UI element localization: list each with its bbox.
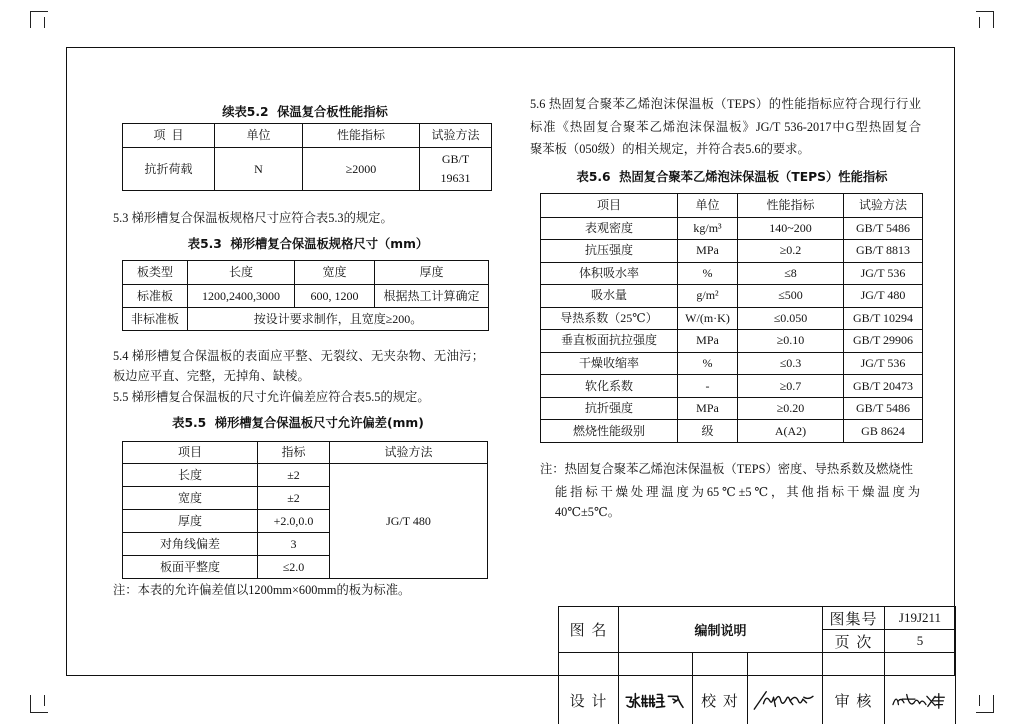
table-5-5-title: 表5.5 梯形槽复合保温板尺寸允许偏差(mm) bbox=[172, 416, 424, 430]
table-row bbox=[123, 464, 488, 487]
signature-stroke bbox=[754, 692, 813, 709]
cell-value: ±2 bbox=[258, 487, 330, 510]
cell-board-type: 非标准板 bbox=[123, 308, 188, 331]
check-label: 校 对 bbox=[693, 653, 748, 724]
cell-value: 3 bbox=[258, 533, 330, 556]
cell-value: A(A2) bbox=[738, 420, 844, 443]
table-5-2-title: 续表5.2 保温复合板性能指标 bbox=[222, 105, 388, 119]
cell-value: ≥2000 bbox=[303, 148, 420, 191]
table-row bbox=[123, 308, 489, 331]
cell-method: GB/T 29906 bbox=[844, 330, 923, 353]
table-5-6 bbox=[540, 193, 923, 443]
cell-method bbox=[420, 148, 492, 191]
cell-method: GB 8624 bbox=[844, 420, 923, 443]
cell-method: GB/T 5486 bbox=[844, 397, 923, 420]
cell-board-type: 标准板 bbox=[123, 285, 188, 308]
header-item: 项 目 bbox=[123, 124, 215, 148]
signature-stroke bbox=[626, 694, 683, 708]
title-block-row bbox=[559, 607, 956, 630]
crop-line bbox=[976, 11, 994, 12]
cell-item: 长度 bbox=[123, 464, 258, 487]
cell-value: ≤0.050 bbox=[738, 307, 844, 330]
clause-5-5: 5.5 梯形槽复合保温板的尺寸允许偏差应符合表5.5的规定。 bbox=[113, 390, 430, 404]
note-5-6-line: 注：热固复合聚苯乙烯泡沫保温板（TEPS）密度、导热系数及燃烧性 bbox=[540, 462, 914, 476]
crop-line bbox=[979, 17, 980, 28]
cell-value: ≥0.20 bbox=[738, 397, 844, 420]
cell-method: GB/T 8813 bbox=[844, 240, 923, 263]
cell-method: JG/T 480 bbox=[844, 285, 923, 308]
cell-method: JG/T 480 bbox=[330, 464, 488, 579]
cell-value: ≤0.3 bbox=[738, 352, 844, 375]
header-board-type: 板类型 bbox=[123, 261, 188, 285]
header-performance: 性能指标 bbox=[738, 194, 844, 218]
table-row bbox=[541, 352, 923, 375]
clause-5-6-line: 5.6 热固复合聚苯乙烯泡沫保温板（TEPS）的性能指标应符合现行行业 bbox=[530, 97, 921, 111]
table-5-2 bbox=[122, 123, 492, 191]
cell-value: +2.0,0.0 bbox=[258, 510, 330, 533]
table-5-3 bbox=[122, 260, 489, 331]
cell-item: 抗折荷载 bbox=[123, 148, 215, 191]
cell-value: 140~200 bbox=[738, 217, 844, 240]
table-row bbox=[541, 240, 923, 263]
cell-value: ≤8 bbox=[738, 262, 844, 285]
atlas-number-label: 图集号 bbox=[823, 607, 885, 630]
cell-method: GB/T 10294 bbox=[844, 307, 923, 330]
checker-signature-cell bbox=[748, 653, 823, 724]
cell-value: ≥0.2 bbox=[738, 240, 844, 263]
table-row bbox=[123, 148, 492, 191]
cell-item: 厚度 bbox=[123, 510, 258, 533]
clause-5-6-line: 标准《热固复合聚苯乙烯泡沫保温板》JG/T 536-2017中G型热固复合 bbox=[530, 120, 921, 134]
header-unit: 单位 bbox=[215, 124, 303, 148]
title-block-row bbox=[559, 653, 956, 724]
atlas-number: J19J211 bbox=[885, 607, 956, 630]
header-item: 项目 bbox=[123, 442, 258, 464]
cell-width: 600, 1200 bbox=[295, 285, 375, 308]
table-5-5 bbox=[122, 441, 488, 579]
cell-item: 软化系数 bbox=[541, 375, 678, 398]
table-row bbox=[541, 330, 923, 353]
cell-unit: % bbox=[678, 262, 738, 285]
header-test-method: 试验方法 bbox=[844, 194, 923, 218]
crop-line bbox=[30, 712, 48, 713]
header-width: 宽度 bbox=[295, 261, 375, 285]
title-block bbox=[558, 606, 956, 724]
table-row bbox=[541, 420, 923, 443]
cell-item: 垂直板面抗拉强度 bbox=[541, 330, 678, 353]
table-5-3-title: 表5.3 梯形槽复合保温板规格尺寸（mm） bbox=[187, 237, 429, 251]
cell-item: 燃烧性能级别 bbox=[541, 420, 678, 443]
table-row bbox=[541, 285, 923, 308]
header-length: 长度 bbox=[188, 261, 295, 285]
table-row bbox=[541, 262, 923, 285]
cell-spec: 按设计要求制作，且宽度≥200。 bbox=[188, 308, 489, 331]
header-index: 指标 bbox=[258, 442, 330, 464]
designer-signature-cell bbox=[619, 653, 693, 724]
cell-unit: MPa bbox=[678, 240, 738, 263]
cell-item: 抗折强度 bbox=[541, 397, 678, 420]
cell-value: ≤2.0 bbox=[258, 556, 330, 579]
cell-unit: 级 bbox=[678, 420, 738, 443]
cell-item: 宽度 bbox=[123, 487, 258, 510]
cell-item: 对角线偏差 bbox=[123, 533, 258, 556]
note-5-5: 注：本表的允许偏差值以1200mm×600mm的板为标准。 bbox=[113, 583, 411, 597]
header-test-method: 试验方法 bbox=[330, 442, 488, 464]
cell-method: GB/T 5486 bbox=[844, 217, 923, 240]
cell-item: 导热系数（25℃） bbox=[541, 307, 678, 330]
table-header-row bbox=[541, 194, 923, 218]
signature-stroke bbox=[893, 694, 944, 709]
cell-thickness: 根据热工计算确定 bbox=[375, 285, 489, 308]
header-unit: 单位 bbox=[678, 194, 738, 218]
table-header-row bbox=[123, 124, 492, 148]
table-row bbox=[541, 397, 923, 420]
cell-method: JG/T 536 bbox=[844, 352, 923, 375]
table-5-6-title: 表5.6 热固复合聚苯乙烯泡沫保温板（TEPS）性能指标 bbox=[576, 170, 888, 184]
table-row bbox=[123, 285, 489, 308]
cell-unit: kg/m³ bbox=[678, 217, 738, 240]
crop-line bbox=[979, 695, 980, 706]
cell-unit: g/m² bbox=[678, 285, 738, 308]
crop-line bbox=[44, 695, 45, 706]
clause-5-4-line: 板边应平直、完整，无掉角、缺棱。 bbox=[113, 369, 310, 383]
cell-item: 表观密度 bbox=[541, 217, 678, 240]
header-test-method: 试验方法 bbox=[420, 124, 492, 148]
crop-line bbox=[976, 712, 994, 713]
cell-method-line: GB/T bbox=[441, 152, 470, 166]
crop-line bbox=[993, 695, 994, 713]
note-5-6-line: 40℃±5℃。 bbox=[555, 505, 621, 519]
cell-method: GB/T 20473 bbox=[844, 375, 923, 398]
cell-unit: - bbox=[678, 375, 738, 398]
cell-item: 抗压强度 bbox=[541, 240, 678, 263]
table-header-row bbox=[123, 442, 488, 464]
cell-value: ±2 bbox=[258, 464, 330, 487]
cell-length: 1200,2400,3000 bbox=[188, 285, 295, 308]
clause-5-6-line: 聚苯板（050级）的相关规定，并符合表5.6的要求。 bbox=[530, 142, 810, 156]
page-number: 5 bbox=[885, 630, 956, 653]
crop-line bbox=[30, 11, 48, 12]
cell-unit: N bbox=[215, 148, 303, 191]
clause-5-3: 5.3 梯形槽复合保温板规格尺寸应符合表5.3的规定。 bbox=[113, 211, 393, 225]
clause-5-4-line: 5.4 梯形槽复合保温板的表面应平整、无裂纹、无夹杂物、无油污； bbox=[113, 349, 484, 363]
checker-signature bbox=[748, 689, 822, 711]
drawing-name: 编制说明 bbox=[619, 607, 823, 653]
cell-item: 体积吸水率 bbox=[541, 262, 678, 285]
cell-unit: MPa bbox=[678, 397, 738, 420]
crop-line bbox=[993, 11, 994, 28]
cell-value: ≥0.7 bbox=[738, 375, 844, 398]
crop-line bbox=[30, 11, 31, 28]
header-performance: 性能指标 bbox=[303, 124, 420, 148]
cell-method: JG/T 536 bbox=[844, 262, 923, 285]
design-label: 设 计 bbox=[559, 653, 619, 724]
reviewer-signature-cell bbox=[885, 653, 956, 724]
table-header-row bbox=[123, 261, 489, 285]
crop-line bbox=[30, 695, 31, 713]
cell-method-line: 19631 bbox=[440, 171, 471, 185]
cell-unit: MPa bbox=[678, 330, 738, 353]
cell-unit: W/(m·K) bbox=[678, 307, 738, 330]
cell-item: 吸水量 bbox=[541, 285, 678, 308]
header-item: 项目 bbox=[541, 194, 678, 218]
page-label: 页 次 bbox=[823, 630, 885, 653]
header-thickness: 厚度 bbox=[375, 261, 489, 285]
designer-signature bbox=[619, 689, 692, 711]
note-5-6-line: 能指标干燥处理温度为65℃±5℃，其他指标干燥温度为 bbox=[555, 485, 920, 499]
reviewer-signature bbox=[885, 689, 955, 711]
cell-item: 干燥收缩率 bbox=[541, 352, 678, 375]
crop-line bbox=[44, 17, 45, 28]
table-row bbox=[541, 217, 923, 240]
cell-value: ≥0.10 bbox=[738, 330, 844, 353]
cell-item: 板面平整度 bbox=[123, 556, 258, 579]
review-label: 审 核 bbox=[823, 653, 885, 724]
cell-unit: % bbox=[678, 352, 738, 375]
table-row bbox=[541, 307, 923, 330]
drawing-name-label: 图 名 bbox=[559, 607, 619, 653]
table-row bbox=[541, 375, 923, 398]
cell-value: ≤500 bbox=[738, 285, 844, 308]
